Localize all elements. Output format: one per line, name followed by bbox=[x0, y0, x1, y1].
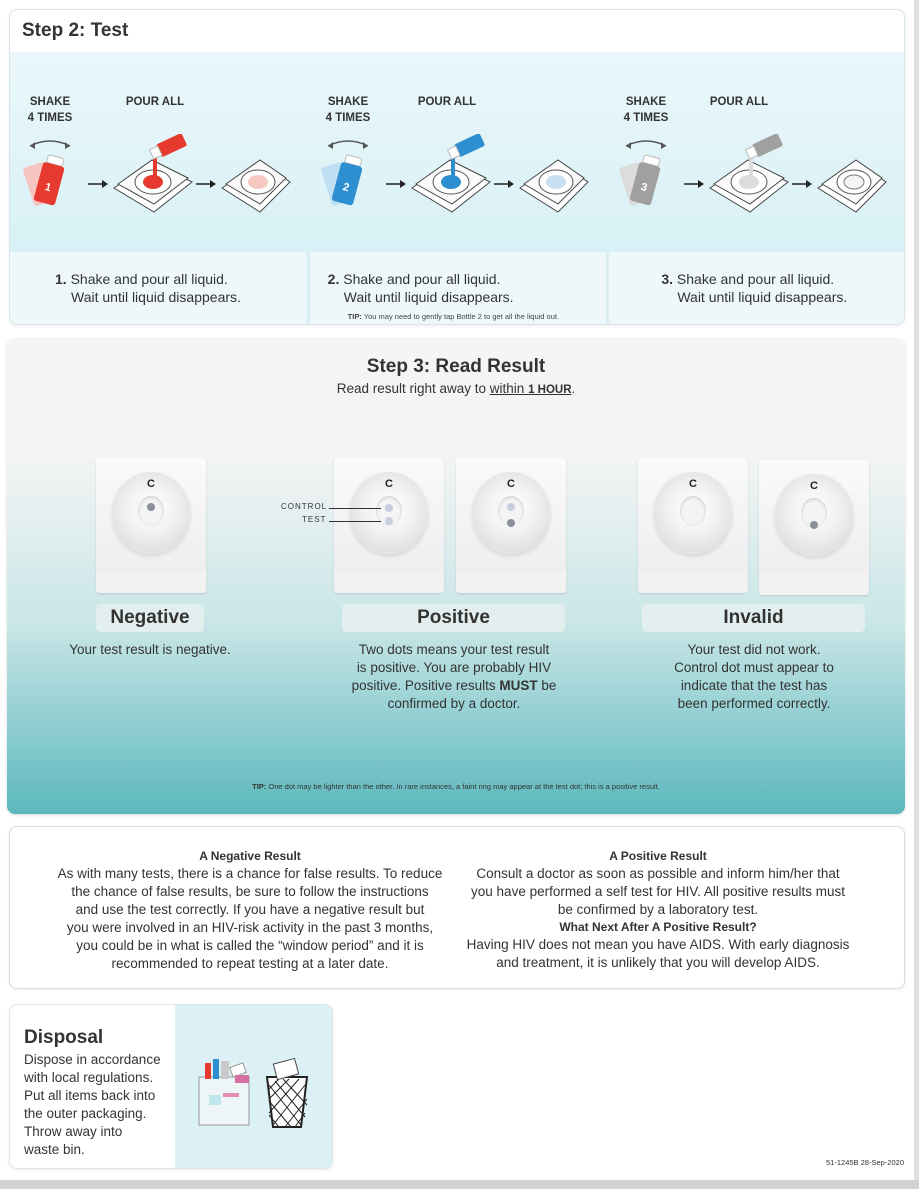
test-device-result-icon bbox=[222, 160, 290, 212]
test-dot bbox=[810, 521, 818, 529]
pour-label-1: POUR ALL bbox=[125, 96, 185, 108]
instruction-2 bbox=[310, 252, 610, 325]
control-letter: C bbox=[385, 478, 393, 490]
shake-label-1-line2: 4 TIMES bbox=[27, 112, 73, 124]
negative-result-line: and use the test correctly. If you have a negative result but bbox=[75, 902, 425, 917]
svg-text:2: 2 bbox=[341, 181, 351, 195]
positive-label: Positive bbox=[342, 604, 565, 632]
invalid-description bbox=[617, 641, 891, 713]
shake-label-3-line1: SHAKE bbox=[625, 96, 667, 108]
positive-description bbox=[317, 641, 591, 713]
disposal-line: Throw away into bbox=[24, 1124, 123, 1139]
step2-title: Step 2: Test bbox=[22, 20, 129, 41]
pour-label-3: POUR ALL bbox=[709, 96, 769, 108]
negative-result-text bbox=[25, 865, 475, 973]
page-footer-bar bbox=[0, 1180, 919, 1189]
positive-card-2 bbox=[456, 458, 566, 593]
negative-card bbox=[96, 458, 206, 593]
invalid-line-1: Your test did not work. bbox=[687, 642, 821, 657]
instruction-3-line1: Shake and pour all liquid. bbox=[676, 271, 835, 287]
disposal-line: the outer packaging. bbox=[24, 1106, 147, 1121]
trash-bin-icon bbox=[175, 1005, 333, 1169]
negative-result-line: recommended to repeat testing at a later date. bbox=[111, 956, 389, 971]
next-steps-text bbox=[433, 936, 883, 972]
invalid-line-2: Control dot must appear to bbox=[674, 660, 834, 675]
disposal-text bbox=[24, 1051, 174, 1159]
step-1-diagram bbox=[22, 134, 292, 214]
instruction-3-line2: Wait until liquid disappears. bbox=[677, 289, 848, 305]
shake-label-2-line1: SHAKE bbox=[327, 96, 369, 108]
shake-label-3 bbox=[616, 94, 676, 126]
control-dot bbox=[507, 503, 515, 511]
disposal-line: Dispose in accordance bbox=[24, 1052, 161, 1067]
negative-result-line: As with many tests, there is a chance for false results. To reduce bbox=[57, 866, 443, 881]
step2-panel bbox=[9, 9, 905, 325]
disposal-panel bbox=[9, 1004, 333, 1169]
step2-tip-text: You may need to gently tap Bottle 2 to get all the liquid out. bbox=[363, 312, 560, 321]
control-dot bbox=[147, 503, 155, 511]
shake-label-2-line2: 4 TIMES bbox=[325, 112, 371, 124]
invalid-card-2 bbox=[759, 460, 869, 595]
control-letter: C bbox=[810, 480, 818, 492]
next-steps-line: and treatment, it is unlikely that you will develop AIDS. bbox=[496, 955, 820, 970]
instruction-1-number: 1. bbox=[55, 271, 67, 287]
disposal-text-area bbox=[10, 1005, 175, 1169]
disposal-line: Put all items back into bbox=[24, 1088, 156, 1103]
positive-result-line: Consult a doctor as soon as possible and inform him/her that bbox=[476, 866, 840, 881]
step2-tip bbox=[348, 312, 559, 321]
negative-result-line: you were involved in an HIV-risk activity in the past 3 months, bbox=[66, 920, 434, 935]
pour-label-2: POUR ALL bbox=[417, 96, 477, 108]
positive-line-3c: be bbox=[537, 678, 557, 693]
test-leader-line bbox=[329, 521, 381, 522]
instruction-1-text bbox=[55, 270, 241, 306]
step2-instructions bbox=[10, 252, 905, 325]
step3-subtitle-within: within bbox=[489, 381, 529, 396]
shake-label-2 bbox=[318, 94, 378, 126]
invalid-label: Invalid bbox=[642, 604, 865, 632]
step3-title: Step 3: Read Result bbox=[366, 356, 546, 377]
next-steps-heading: What Next After A Positive Result? bbox=[559, 920, 757, 934]
step3-tip bbox=[7, 782, 905, 791]
test-dot bbox=[507, 519, 515, 527]
positive-result-text bbox=[433, 865, 883, 919]
shake-label-3-line2: 4 TIMES bbox=[623, 112, 669, 124]
positive-line-3a: positive. Positive results bbox=[351, 678, 500, 693]
step-3-diagram bbox=[618, 134, 890, 214]
invalid-line-3: indicate that the test has bbox=[680, 678, 828, 693]
disposal-illustration bbox=[175, 1005, 333, 1169]
step3-tip-label: TIP: bbox=[252, 782, 267, 791]
negative-label: Negative bbox=[96, 604, 204, 632]
step3-subtitle-hour: 1 HOUR bbox=[528, 384, 572, 396]
instruction-2-text bbox=[328, 270, 514, 306]
positive-line-4: confirmed by a doctor. bbox=[387, 696, 521, 711]
instruction-1-line2: Wait until liquid disappears. bbox=[71, 289, 241, 305]
control-letter: C bbox=[147, 478, 155, 490]
positive-result-line: be confirmed by a laboratory test. bbox=[557, 902, 759, 917]
svg-text:1: 1 bbox=[43, 181, 53, 195]
step3-tip-text: One dot may be lighter than the other. In rare instances, a faint ring may appear at the test dot; this is a positive result. bbox=[268, 782, 660, 791]
instruction-2-number: 2. bbox=[327, 271, 340, 287]
positive-card-1 bbox=[334, 458, 444, 593]
shake-label-1 bbox=[20, 94, 80, 126]
results-info-panel bbox=[9, 826, 905, 989]
test-label: TEST bbox=[302, 515, 327, 524]
page-edge bbox=[914, 0, 919, 1189]
negative-result-heading: A Negative Result bbox=[199, 849, 301, 863]
shake-label-1-line1: SHAKE bbox=[29, 96, 71, 108]
test-dot bbox=[385, 517, 393, 525]
instruction-3 bbox=[609, 252, 905, 325]
control-dot bbox=[385, 504, 393, 512]
disposal-line: with local regulations. bbox=[24, 1070, 154, 1085]
step2-tip-label: TIP: bbox=[347, 312, 362, 321]
positive-result-line: you have performed a self test for HIV. All positive results must bbox=[471, 884, 845, 899]
instruction-2-line1: Shake and pour all liquid. bbox=[343, 271, 501, 287]
negative-description: Your test result is negative. bbox=[69, 642, 231, 657]
instruction-3-number: 3. bbox=[661, 271, 674, 287]
instruction-1 bbox=[10, 252, 310, 325]
step3-panel bbox=[7, 338, 905, 814]
step3-subtitle-prefix: Read result right away to bbox=[336, 381, 490, 396]
invalid-line-4: been performed correctly. bbox=[677, 696, 831, 711]
instruction-1-line1: Shake and pour all liquid. bbox=[70, 271, 228, 287]
positive-line-1: Two dots means your test result bbox=[358, 642, 550, 657]
disposal-line: waste bin. bbox=[24, 1142, 85, 1157]
instruction-2-line2: Wait until liquid disappears. bbox=[343, 289, 514, 305]
positive-result-heading: A Positive Result bbox=[609, 849, 707, 863]
step3-subtitle-suffix: . bbox=[571, 381, 576, 396]
negative-result-line: you could be in what is called the “window period” and it is bbox=[76, 938, 424, 953]
step3-subtitle bbox=[7, 381, 905, 396]
positive-line-2: is positive. You are probably HIV bbox=[356, 660, 552, 675]
step2-illustration-band bbox=[10, 52, 905, 252]
invalid-card-1 bbox=[638, 458, 748, 593]
positive-line-3 bbox=[317, 677, 591, 695]
control-leader-line bbox=[329, 508, 381, 509]
svg-text:3: 3 bbox=[639, 181, 649, 195]
positive-line-3-must: MUST bbox=[499, 678, 538, 693]
control-letter: C bbox=[507, 478, 515, 490]
shake-arrows-icon bbox=[30, 141, 70, 146]
instruction-3-text bbox=[661, 270, 847, 306]
step3-subtitle-underlined bbox=[490, 381, 572, 396]
negative-result-line: the chance of false results, be sure to follow the instructions bbox=[71, 884, 429, 899]
document-number: 51-1245B 28-Sep-2020 bbox=[826, 1158, 904, 1167]
control-label: CONTROL bbox=[281, 502, 328, 511]
control-letter: C bbox=[689, 478, 697, 490]
disposal-title: Disposal bbox=[24, 1027, 104, 1048]
next-steps-line: Having HIV does not mean you have AIDS. With early diagnosis bbox=[466, 937, 850, 952]
arrow-right-icon bbox=[102, 180, 108, 188]
test-device-icon bbox=[114, 134, 192, 212]
step-2-diagram bbox=[320, 134, 590, 214]
